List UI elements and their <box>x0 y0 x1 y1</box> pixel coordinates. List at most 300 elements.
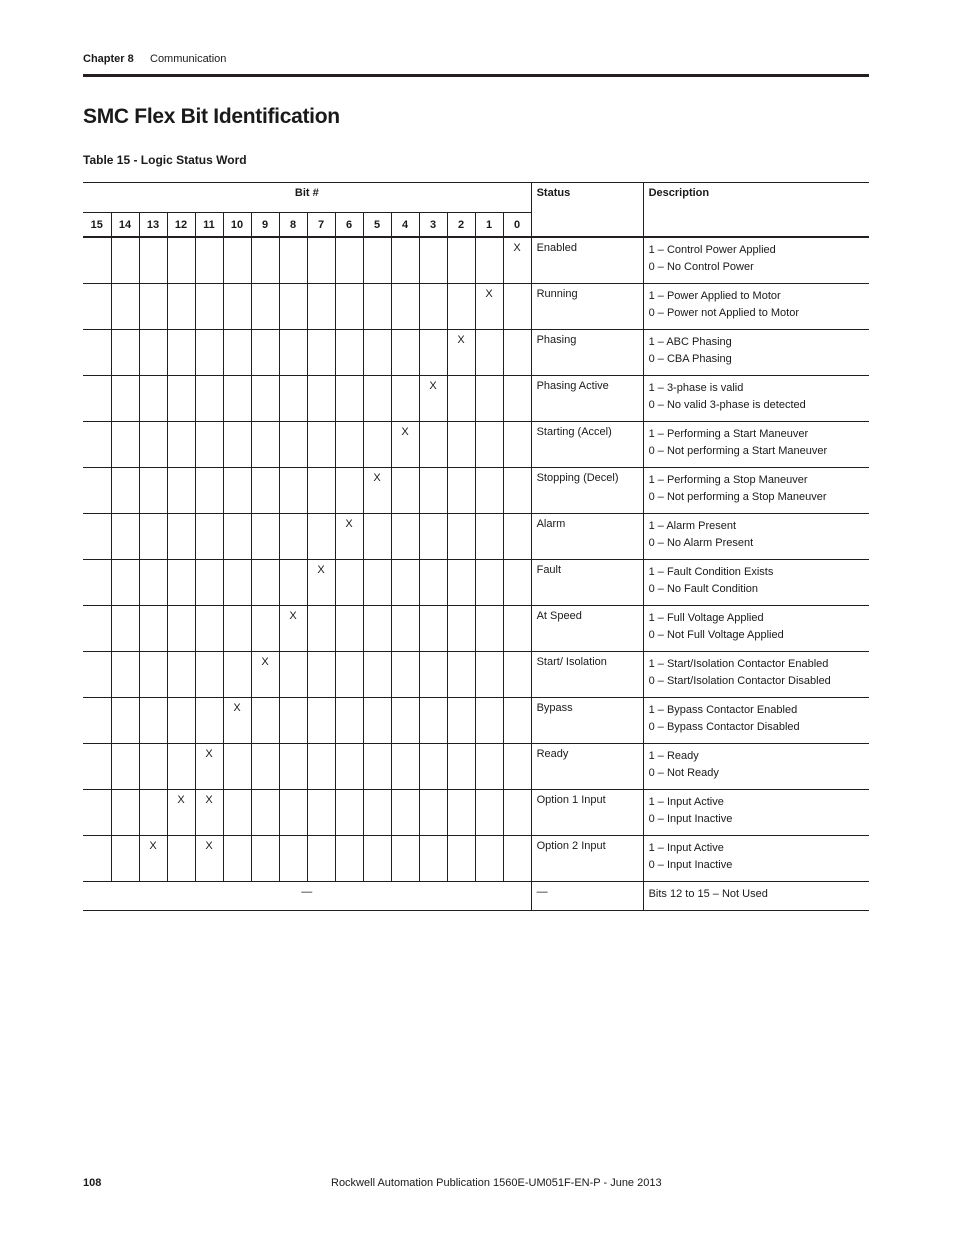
bit-cell <box>419 560 447 606</box>
description-line-off: 0 – Input Inactive <box>648 859 733 871</box>
bit-cell <box>139 514 167 560</box>
bit-cell: X <box>139 836 167 882</box>
bit-cell <box>279 836 307 882</box>
bit-cell <box>223 744 251 790</box>
bit-cell <box>447 652 475 698</box>
status-cell: Ready <box>531 744 643 790</box>
bit-cell <box>139 652 167 698</box>
bit-cell <box>503 284 531 330</box>
bit-cell <box>307 422 335 468</box>
bit-cell <box>223 836 251 882</box>
description-cell <box>643 560 869 606</box>
bit-cell <box>363 606 391 652</box>
bit-cell <box>447 284 475 330</box>
bit-cell <box>251 836 279 882</box>
bit-number-header: 10 <box>223 213 251 238</box>
bit-cell <box>279 237 307 284</box>
bit-cell <box>503 836 531 882</box>
bit-cell <box>335 606 363 652</box>
description-line-on: 1 – Fault Condition Exists <box>648 566 774 578</box>
bit-cell <box>475 468 503 514</box>
bit-cell <box>167 330 195 376</box>
bit-cell <box>307 514 335 560</box>
description-line-on: 1 – Bypass Contactor Enabled <box>648 704 798 716</box>
bit-cell <box>223 284 251 330</box>
bit-cell <box>223 422 251 468</box>
bit-cell <box>363 330 391 376</box>
bit-cell <box>83 237 111 284</box>
bit-cell <box>279 790 307 836</box>
table-row <box>83 237 869 284</box>
page-header <box>83 53 869 75</box>
bit-cell: X <box>195 790 223 836</box>
bit-cell <box>391 652 419 698</box>
table-body <box>83 237 869 911</box>
bit-cell <box>503 422 531 468</box>
bit-cell <box>503 744 531 790</box>
table-header-row <box>83 183 869 213</box>
table-row <box>83 698 869 744</box>
bit-cell <box>363 652 391 698</box>
table-row <box>83 468 869 514</box>
description-line-off: 0 – CBA Phasing <box>648 353 732 365</box>
table-row <box>83 422 869 468</box>
description-cell <box>643 790 869 836</box>
publication-info: Rockwell Automation Publication 1560E-UM051F-EN-P - June 2013 <box>331 1177 662 1189</box>
bit-cell <box>363 284 391 330</box>
bit-number-header: 4 <box>391 213 419 238</box>
bit-cell <box>83 790 111 836</box>
status-column-header: Status <box>531 183 643 238</box>
bit-cell <box>419 606 447 652</box>
bit-cell <box>251 790 279 836</box>
description-cell <box>643 744 869 790</box>
bit-cell: X <box>419 376 447 422</box>
description-cell <box>643 698 869 744</box>
bit-cell <box>447 744 475 790</box>
description-cell <box>643 284 869 330</box>
bit-cell <box>139 790 167 836</box>
description-line-off: 0 – Not performing a Stop Maneuver <box>648 491 827 503</box>
bit-cell <box>223 514 251 560</box>
bit-number-header: 9 <box>251 213 279 238</box>
bit-cell <box>251 237 279 284</box>
bit-cell <box>167 560 195 606</box>
bit-number-header: 14 <box>111 213 139 238</box>
bit-cell <box>279 284 307 330</box>
bit-cell <box>167 468 195 514</box>
bit-cell <box>503 606 531 652</box>
bit-cell <box>251 330 279 376</box>
bit-cell <box>83 744 111 790</box>
table-row <box>83 744 869 790</box>
bit-cell <box>111 606 139 652</box>
bit-cell <box>167 836 195 882</box>
bit-cell <box>363 514 391 560</box>
bit-cell <box>111 790 139 836</box>
bit-cell <box>167 237 195 284</box>
bit-cell <box>111 422 139 468</box>
bit-cell <box>447 422 475 468</box>
header-rule <box>83 74 869 77</box>
bit-cell <box>447 698 475 744</box>
table-row <box>83 560 869 606</box>
status-cell: Phasing <box>531 330 643 376</box>
bit-cell <box>251 606 279 652</box>
table-row <box>83 652 869 698</box>
bit-cell <box>251 468 279 514</box>
bit-cell <box>251 560 279 606</box>
page-heading: SMC Flex Bit Identification <box>83 105 340 128</box>
bit-cell <box>503 560 531 606</box>
description-line-off: 0 – No Control Power <box>648 261 754 273</box>
bit-cell <box>307 698 335 744</box>
bit-cell <box>475 790 503 836</box>
bit-cell <box>419 422 447 468</box>
bit-cell <box>279 330 307 376</box>
bit-cell <box>419 836 447 882</box>
status-cell: Option 2 Input <box>531 836 643 882</box>
bit-cell <box>419 790 447 836</box>
bit-cell <box>167 606 195 652</box>
bit-cell <box>139 284 167 330</box>
status-cell: Start/ Isolation <box>531 652 643 698</box>
bit-cell <box>391 284 419 330</box>
bit-number-header: 13 <box>139 213 167 238</box>
bit-cell <box>335 422 363 468</box>
bit-cell <box>391 744 419 790</box>
description-line-off: 0 – Start/Isolation Contactor Disabled <box>648 675 831 687</box>
bit-cell <box>139 422 167 468</box>
bit-cell: X <box>251 652 279 698</box>
status-cell: Starting (Accel) <box>531 422 643 468</box>
description-line-on: 1 – ABC Phasing <box>648 336 732 348</box>
unused-status-cell: — <box>531 882 643 911</box>
bit-cell <box>279 468 307 514</box>
bit-cell <box>335 468 363 514</box>
bit-cell <box>391 698 419 744</box>
bit-cell <box>475 606 503 652</box>
bit-cell <box>475 698 503 744</box>
table-row <box>83 606 869 652</box>
bit-cell <box>391 237 419 284</box>
bit-cell <box>83 376 111 422</box>
bit-cell: X <box>167 790 195 836</box>
bit-cell <box>475 422 503 468</box>
bit-cell <box>167 652 195 698</box>
description-line-on: 1 – Performing a Start Maneuver <box>648 428 809 440</box>
bit-cell <box>195 468 223 514</box>
bit-cell <box>475 836 503 882</box>
bit-number-header: 1 <box>475 213 503 238</box>
bit-cell <box>391 790 419 836</box>
bit-cell <box>195 376 223 422</box>
bit-cell <box>447 560 475 606</box>
bit-cell <box>419 652 447 698</box>
unused-bits-cell: — <box>83 882 531 911</box>
bit-cell <box>279 422 307 468</box>
bit-cell <box>363 376 391 422</box>
description-line-off: 0 – No valid 3-phase is detected <box>648 399 806 411</box>
bit-cell <box>391 468 419 514</box>
bit-cell <box>475 560 503 606</box>
bit-cell <box>307 237 335 284</box>
bit-cell <box>111 376 139 422</box>
bit-cell <box>167 422 195 468</box>
bit-cell <box>335 284 363 330</box>
status-cell: Alarm <box>531 514 643 560</box>
description-line-off: 0 – No Alarm Present <box>648 537 754 549</box>
bit-cell <box>139 606 167 652</box>
description-line-on: 1 – Power Applied to Motor <box>648 290 781 302</box>
bit-cell <box>111 330 139 376</box>
bit-cell <box>251 744 279 790</box>
bit-cell <box>111 744 139 790</box>
bit-cell <box>307 744 335 790</box>
bit-cell <box>251 376 279 422</box>
bit-cell <box>195 422 223 468</box>
bit-cell <box>419 514 447 560</box>
description-cell <box>643 376 869 422</box>
description-cell <box>643 514 869 560</box>
bit-cell <box>223 330 251 376</box>
bit-cell <box>335 330 363 376</box>
bit-cell: X <box>391 422 419 468</box>
bit-cell <box>139 376 167 422</box>
bit-cell <box>251 284 279 330</box>
bit-cell <box>419 284 447 330</box>
bit-cell <box>251 698 279 744</box>
bit-cell: X <box>335 514 363 560</box>
bit-cell <box>475 744 503 790</box>
bit-cell <box>307 606 335 652</box>
bit-cell <box>167 744 195 790</box>
bit-cell <box>503 514 531 560</box>
bit-cell <box>307 330 335 376</box>
bit-cell: X <box>363 468 391 514</box>
bit-cell <box>223 468 251 514</box>
description-line-on: 1 – Performing a Stop Maneuver <box>648 474 808 486</box>
bit-cell <box>223 606 251 652</box>
bit-cell <box>139 468 167 514</box>
bit-cell <box>447 790 475 836</box>
bit-cell <box>195 560 223 606</box>
bit-cell <box>475 376 503 422</box>
table-caption: Table 15 - Logic Status Word <box>83 153 247 167</box>
bit-cell <box>83 606 111 652</box>
page-number: 108 <box>83 1177 102 1189</box>
table-head <box>83 183 869 238</box>
bit-cell <box>83 514 111 560</box>
bit-cell <box>335 790 363 836</box>
bit-cell <box>195 698 223 744</box>
description-line-off: 0 – Bypass Contactor Disabled <box>648 721 800 733</box>
bit-cell <box>335 698 363 744</box>
table-row <box>83 284 869 330</box>
bit-cell <box>167 514 195 560</box>
bit-cell <box>279 744 307 790</box>
description-line-on: 1 – Input Active <box>648 842 724 854</box>
description-cell <box>643 330 869 376</box>
bit-cell <box>391 330 419 376</box>
bit-cell <box>447 376 475 422</box>
description-line-off: 0 – Power not Applied to Motor <box>648 307 800 319</box>
description-line-on: 1 – Alarm Present <box>648 520 737 532</box>
bit-cell <box>447 468 475 514</box>
bit-cell <box>167 376 195 422</box>
bit-column-header: Bit # <box>83 183 531 213</box>
bit-cell: X <box>195 744 223 790</box>
table-row <box>83 376 869 422</box>
bit-cell <box>279 376 307 422</box>
table-row <box>83 330 869 376</box>
bit-cell: X <box>195 836 223 882</box>
bit-number-header: 12 <box>167 213 195 238</box>
bit-cell <box>139 560 167 606</box>
bit-cell <box>83 468 111 514</box>
bit-cell <box>419 698 447 744</box>
bit-cell <box>307 652 335 698</box>
description-line-off: 0 – No Fault Condition <box>648 583 759 595</box>
bit-cell: X <box>475 284 503 330</box>
bit-cell <box>391 514 419 560</box>
bit-number-header: 7 <box>307 213 335 238</box>
bit-cell <box>111 284 139 330</box>
bit-cell <box>335 652 363 698</box>
bit-cell <box>223 652 251 698</box>
description-cell <box>643 606 869 652</box>
bit-cell <box>111 698 139 744</box>
bit-cell <box>111 237 139 284</box>
bit-cell <box>447 514 475 560</box>
bit-cell <box>195 284 223 330</box>
description-line-on: 1 – 3-phase is valid <box>648 382 744 394</box>
bit-number-header: 11 <box>195 213 223 238</box>
bit-cell <box>419 744 447 790</box>
bit-cell <box>167 284 195 330</box>
bit-cell <box>447 606 475 652</box>
bit-cell <box>195 237 223 284</box>
status-cell: Running <box>531 284 643 330</box>
status-cell: Phasing Active <box>531 376 643 422</box>
bit-cell <box>111 836 139 882</box>
bit-cell <box>363 422 391 468</box>
bit-cell <box>83 560 111 606</box>
bit-number-header: 2 <box>447 213 475 238</box>
bit-cell: X <box>223 698 251 744</box>
bit-number-header: 8 <box>279 213 307 238</box>
bit-cell <box>195 514 223 560</box>
description-cell <box>643 422 869 468</box>
bit-cell <box>391 836 419 882</box>
bit-cell <box>83 422 111 468</box>
bit-cell <box>279 652 307 698</box>
bit-cell <box>503 790 531 836</box>
bit-cell <box>83 836 111 882</box>
bit-cell: X <box>447 330 475 376</box>
section-label: Communication <box>150 53 227 65</box>
bit-cell <box>307 468 335 514</box>
bit-cell <box>363 790 391 836</box>
logic-status-word-table <box>83 182 869 911</box>
bit-cell <box>111 652 139 698</box>
bit-number-header: 6 <box>335 213 363 238</box>
bit-cell <box>83 698 111 744</box>
status-cell: At Speed <box>531 606 643 652</box>
bit-cell <box>83 330 111 376</box>
bit-cell <box>195 652 223 698</box>
bit-cell <box>223 237 251 284</box>
status-cell: Stopping (Decel) <box>531 468 643 514</box>
bit-cell <box>167 698 195 744</box>
description-line-on: 1 – Start/Isolation Contactor Enabled <box>648 658 829 670</box>
bit-cell <box>363 560 391 606</box>
bit-cell <box>279 560 307 606</box>
description-line-off: 0 – Not performing a Start Maneuver <box>648 445 828 457</box>
bit-cell: X <box>503 237 531 284</box>
bit-cell <box>391 376 419 422</box>
description-line-off: 0 – Input Inactive <box>648 813 733 825</box>
description-cell <box>643 652 869 698</box>
bit-cell <box>139 744 167 790</box>
bit-cell <box>419 468 447 514</box>
bit-cell <box>279 698 307 744</box>
bit-cell <box>139 698 167 744</box>
bit-cell <box>335 376 363 422</box>
bit-cell <box>111 514 139 560</box>
bit-cell <box>139 330 167 376</box>
bit-cell <box>307 836 335 882</box>
bit-cell <box>475 237 503 284</box>
bit-cell <box>139 237 167 284</box>
bit-cell <box>447 836 475 882</box>
table-row <box>83 836 869 882</box>
status-cell: Option 1 Input <box>531 790 643 836</box>
bit-cell <box>335 836 363 882</box>
description-column-header: Description <box>643 183 869 238</box>
bit-cell: X <box>279 606 307 652</box>
bit-cell <box>391 606 419 652</box>
bit-cell <box>307 790 335 836</box>
bit-cell <box>419 330 447 376</box>
bit-cell <box>363 237 391 284</box>
bit-cell <box>391 560 419 606</box>
description-line-off: 0 – Not Ready <box>648 767 719 779</box>
bit-cell <box>335 237 363 284</box>
description-line-off: 0 – Not Full Voltage Applied <box>648 629 784 641</box>
bit-cell <box>223 560 251 606</box>
bit-cell <box>251 514 279 560</box>
bit-cell <box>111 560 139 606</box>
bit-cell <box>223 376 251 422</box>
unused-bits-row <box>83 882 869 911</box>
bit-cell <box>195 606 223 652</box>
bit-cell <box>503 468 531 514</box>
bit-cell <box>335 744 363 790</box>
bit-cell <box>475 514 503 560</box>
bit-number-header: 15 <box>83 213 111 238</box>
description-line-on: 1 – Control Power Applied <box>648 244 776 256</box>
chapter-label: Chapter 8 <box>83 53 134 65</box>
bit-cell <box>475 652 503 698</box>
bit-cell <box>503 376 531 422</box>
bit-cell <box>363 744 391 790</box>
bit-cell <box>475 330 503 376</box>
bit-cell <box>503 330 531 376</box>
status-cell: Bypass <box>531 698 643 744</box>
bit-cell <box>195 330 223 376</box>
description-line-on: 1 – Input Active <box>648 796 724 808</box>
